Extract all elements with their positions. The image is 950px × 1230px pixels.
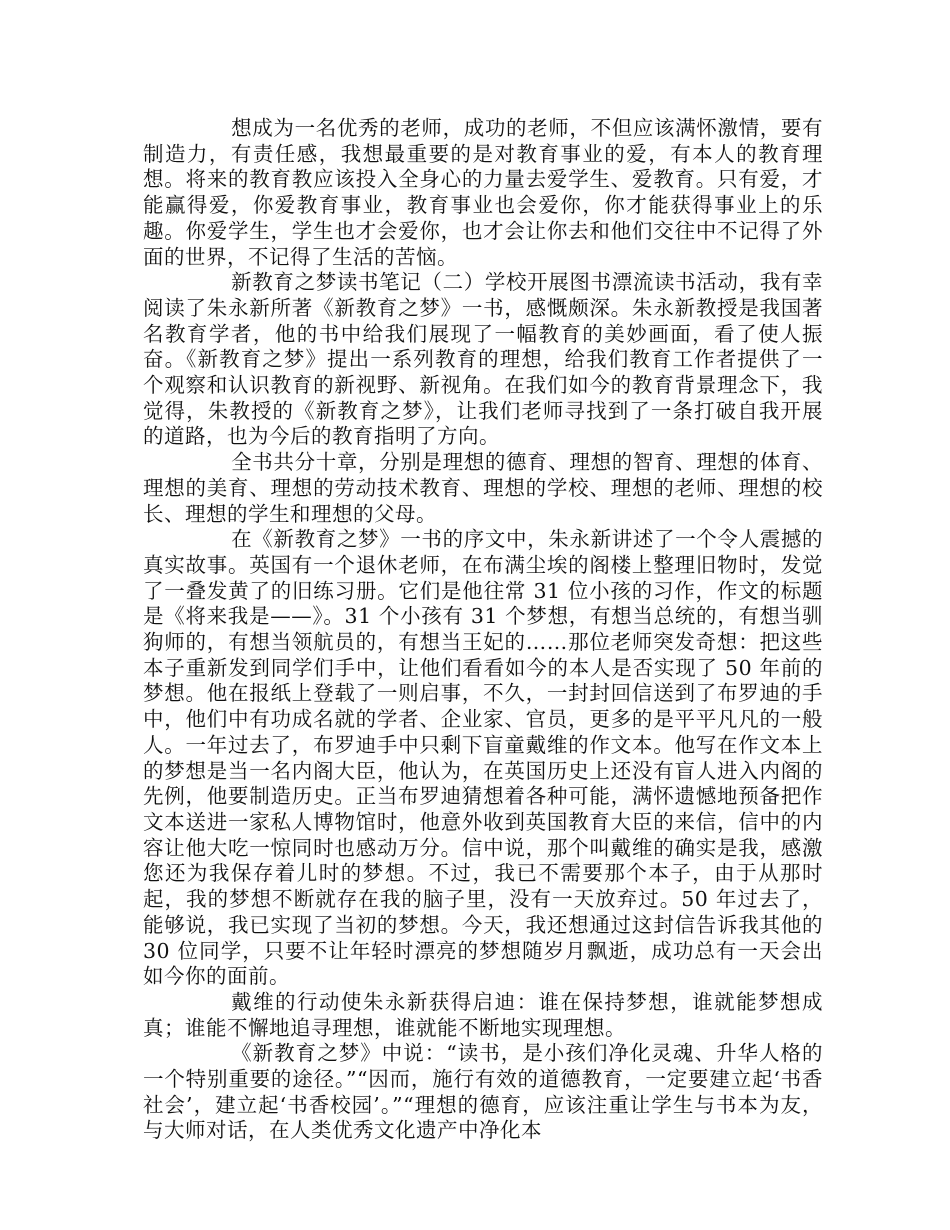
paragraph-reading-notes-intro: 新教育之梦读书笔记（二）学校开展图书漂流读书活动，我有幸阅读了朱永新所著《新教育之梦》一书，感慨颇深。朱永新教授是我国著名教育学者，他的书中给我们展现了一幅教育的美妙画面，看了使人振奋。《新教育之梦》提出一系列教育的理想，给我们教育工作者提供了一个观察和认识教育的新视野、新视角。在我们如今的教育背景理念下，我觉得，朱教授的《新教育之梦》，让我们老师寻找到了一条打破自我开展的道路，也为今后的教育指明了方向。 (143, 270, 823, 449)
document-page (143, 116, 823, 1144)
paragraph-book-chapters: 全书共分十章，分别是理想的德育、理想的智育、理想的体育、理想的美育、理想的劳动技术教育、理想的学校、理想的老师、理想的校长、理想的学生和理想的父母。 (143, 450, 823, 526)
paragraph-david-story: 在《新教育之梦》一书的序文中，朱永新讲述了一个令人震撼的真实故事。英国有一个退休老师，在布满尘埃的阁楼上整理旧物时，发觉了一叠发黄了的旧练习册。它们是他往常 31 位小孩的习作，作文的标题是《将来我是——》。31 个小孩有 31 个梦想，有想当总统的，有想当驯狗师的，有想当领航员的，有想当王妃的……那位老师突发奇想：把这些本子重新发到同学们手中，让他们看看如今的本人是否实现了 50 年前的梦想。他在报纸上登载了一则启事，不久，一封封回信送到了布罗迪的手中，他们中有功成名就的学者、企业家、官员，更多的是平平凡凡的一般人。一年过去了，布罗迪手中只剩下盲童戴维的作文本。他写在作文本上的梦想是当一名内阁大臣，他认为，在英国历史上还没有盲人进入内阁的先例，他要制造历史。正当布罗迪猜想着各种可能，满怀遗憾地预备把作文本送进一家私人博物馆时，他意外收到英国教育大臣的来信，信中的内容让他大吃一惊同时也感动万分。信中说，那个叫戴维的确实是我，感激您还为我保存着儿时的梦想。不过，我已不需要那个本子，由于从那时起，我的梦想不断就存在我的脑子里，没有一天放弃过。50 年过去了，能够说，我已实现了当初的梦想。今天，我还想通过这封信告诉我其他的 30 位同学，只要不让年轻时漂亮的梦想随岁月飘逝，成功总有一天会出如今你的面前。 (143, 527, 823, 989)
paragraph-teacher-passion: 想成为一名优秀的老师，成功的老师，不但应该满怀激情，要有制造力，有责任感，我想最重要的是对教育事业的爱，有本人的教育理想。将来的教育教应该投入全身心的力量去爱学生、爱教育。只有爱，才能赢得爱，你爱教育事业，教育事业也会爱你，你才能获得事业上的乐趣。你爱学生，学生也才会爱你，也才会让你去和他们交往中不记得了外面的世界，不记得了生活的苦恼。 (143, 116, 823, 269)
paragraph-david-inspiration: 戴维的行动使朱永新获得启迪：谁在保持梦想，谁就能梦想成真；谁能不懈地追寻理想，谁就能不断地实现理想。 (143, 989, 823, 1040)
paragraph-book-quote: 《新教育之梦》中说：“读书，是小孩们净化灵魂、升华人格的一个特别重要的途径。”“因而，施行有效的道德教育，一定要建立起‘书香社会’，建立起‘书香校园’。”“理想的德育，应该注重让学生与书本为友，与大师对话，在人类优秀文化遗产中净化本 (143, 1041, 823, 1143)
